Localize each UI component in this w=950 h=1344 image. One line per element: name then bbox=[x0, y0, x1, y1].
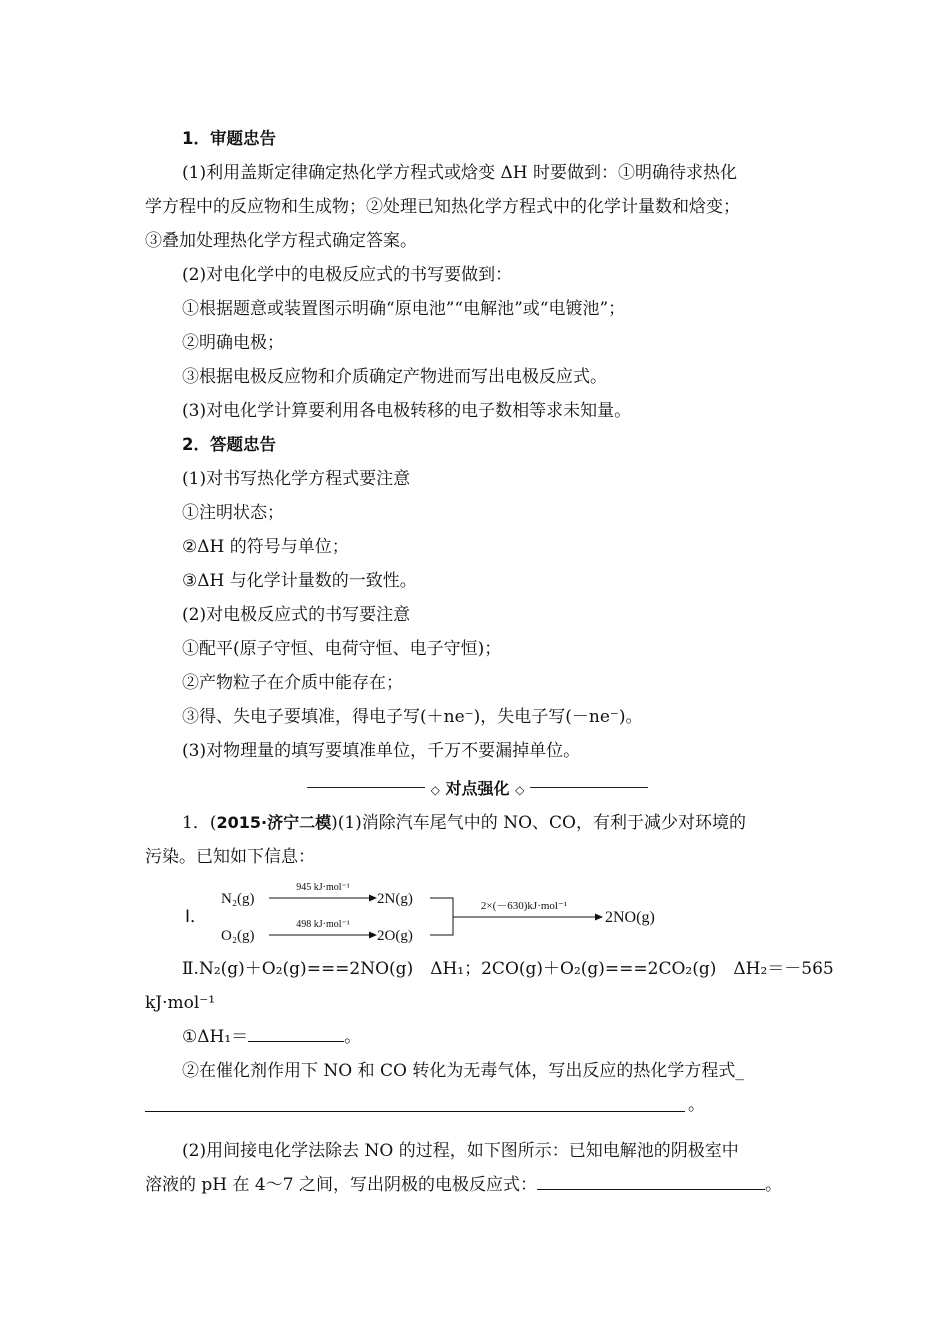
paragraph-line: ③叠加处理热化学方程式确定答案。 bbox=[145, 231, 417, 251]
paragraph-line: (1)利用盖斯定律确定热化学方程式或焓变 ΔH 时要做到：①明确待求热化 bbox=[182, 163, 737, 183]
divider-rule-left bbox=[307, 787, 425, 788]
paragraph-line: (2)对电极反应式的书写要注意 bbox=[182, 605, 411, 625]
final-product-2no: 2NO(g) bbox=[605, 909, 655, 926]
reaction-scheme bbox=[145, 874, 810, 952]
answer-blank-line: 。 bbox=[145, 1088, 810, 1122]
question-intro: 1．(2015·济宁二模)(1)消除汽车尾气中的 NO、CO，有利于减少对环境的 bbox=[182, 813, 746, 833]
reactant-n2: N₂(g) bbox=[221, 891, 255, 907]
paragraph-line: ①配平(原子守恒、电荷守恒、电子守恒)； bbox=[182, 639, 502, 659]
diamond-icon: ◇ bbox=[430, 782, 440, 797]
answer-blank[interactable] bbox=[537, 1171, 765, 1190]
product-2o: 2O(g) bbox=[377, 928, 413, 944]
question-source: 2015·济宁二模 bbox=[216, 813, 332, 832]
section-heading-review: 1．审题忠告 bbox=[182, 129, 276, 148]
section-heading-answer: 2．答题忠告 bbox=[182, 435, 276, 454]
arrow-label-combine: 2×(－630)kJ·mol⁻¹ bbox=[480, 900, 568, 912]
divider-title bbox=[425, 776, 531, 799]
reaction-scheme-diagram bbox=[145, 874, 705, 952]
reactant-o2: O₂(g) bbox=[221, 928, 255, 944]
divider-label: 对点强化 bbox=[445, 778, 510, 798]
paragraph-line: (3)对电化学计算要利用各电极转移的电子数相等求未知量。 bbox=[182, 401, 632, 421]
answer-blank[interactable] bbox=[248, 1023, 344, 1042]
divider-rule-right bbox=[530, 787, 648, 788]
arrowhead-icon bbox=[369, 932, 377, 939]
paragraph-line: ②产物粒子在介质中能存在； bbox=[182, 673, 403, 693]
scheme-label: Ⅰ． bbox=[185, 907, 208, 926]
subquestion-part2: 溶液的 pH 在 4～7 之间，写出阴极的电极反应式： 。 bbox=[145, 1168, 810, 1202]
subquestion-2: ②在催化剂作用下 NO 和 CO 转化为无毒气体，写出反应的热化学方程式_ bbox=[182, 1061, 744, 1081]
paragraph-line: (3)对物理量的填写要填准单位，千万不要漏掉单位。 bbox=[182, 741, 581, 761]
paragraph-line: ③得、失电子要填准，得电子写(＋ne⁻)，失电子写(－ne⁻)。 bbox=[182, 707, 643, 727]
answer-blank[interactable] bbox=[145, 1111, 685, 1112]
paragraph-line: (2)对电化学中的电极反应式的书写要做到： bbox=[182, 265, 513, 285]
paragraph-line: ②ΔH 的符号与单位； bbox=[182, 537, 349, 557]
paragraph-line: ①注明状态； bbox=[182, 503, 284, 523]
arrowhead-icon bbox=[595, 914, 603, 921]
paragraph-line: Ⅱ.N₂(g)＋O₂(g)===2NO(g) ΔH₁；2CO(g)＋O₂(g)===2CO₂(g) ΔH₂＝－565 bbox=[182, 959, 834, 979]
paragraph-line: ①根据题意或装置图示明确“原电池”“电解池”或“电镀池”； bbox=[182, 299, 626, 319]
product-2n: 2N(g) bbox=[377, 891, 413, 907]
paragraph-line: (1)对书写热化学方程式要注意 bbox=[182, 469, 411, 489]
paragraph-line: ③ΔH 与化学计量数的一致性。 bbox=[182, 571, 417, 591]
section-divider bbox=[145, 768, 810, 806]
diamond-icon: ◇ bbox=[515, 782, 525, 797]
paragraph-line: ③根据电极反应物和介质确定产物进而写出电极反应式。 bbox=[182, 367, 607, 387]
arrowhead-icon bbox=[369, 895, 377, 902]
paragraph-line: 学方程中的反应物和生成物；②处理已知热化学方程式中的化学计量数和焓变； bbox=[145, 197, 740, 217]
arrow-label-n2: 945 kJ·mol⁻¹ bbox=[296, 882, 350, 893]
paragraph-line: ②明确电极； bbox=[182, 333, 284, 353]
paragraph-line: kJ·mol⁻¹ bbox=[145, 993, 216, 1013]
paragraph-line: 污染。已知如下信息： bbox=[145, 847, 315, 867]
combine-bracket bbox=[430, 898, 453, 935]
subquestion-1: ①ΔH₁＝ 。 bbox=[145, 1020, 810, 1054]
arrow-label-o2: 498 kJ·mol⁻¹ bbox=[296, 919, 350, 930]
paragraph-line: (2)用间接电化学法除去 NO 的过程，如下图所示：已知电解池的阴极室中 bbox=[182, 1141, 739, 1161]
document-content bbox=[145, 122, 834, 1202]
